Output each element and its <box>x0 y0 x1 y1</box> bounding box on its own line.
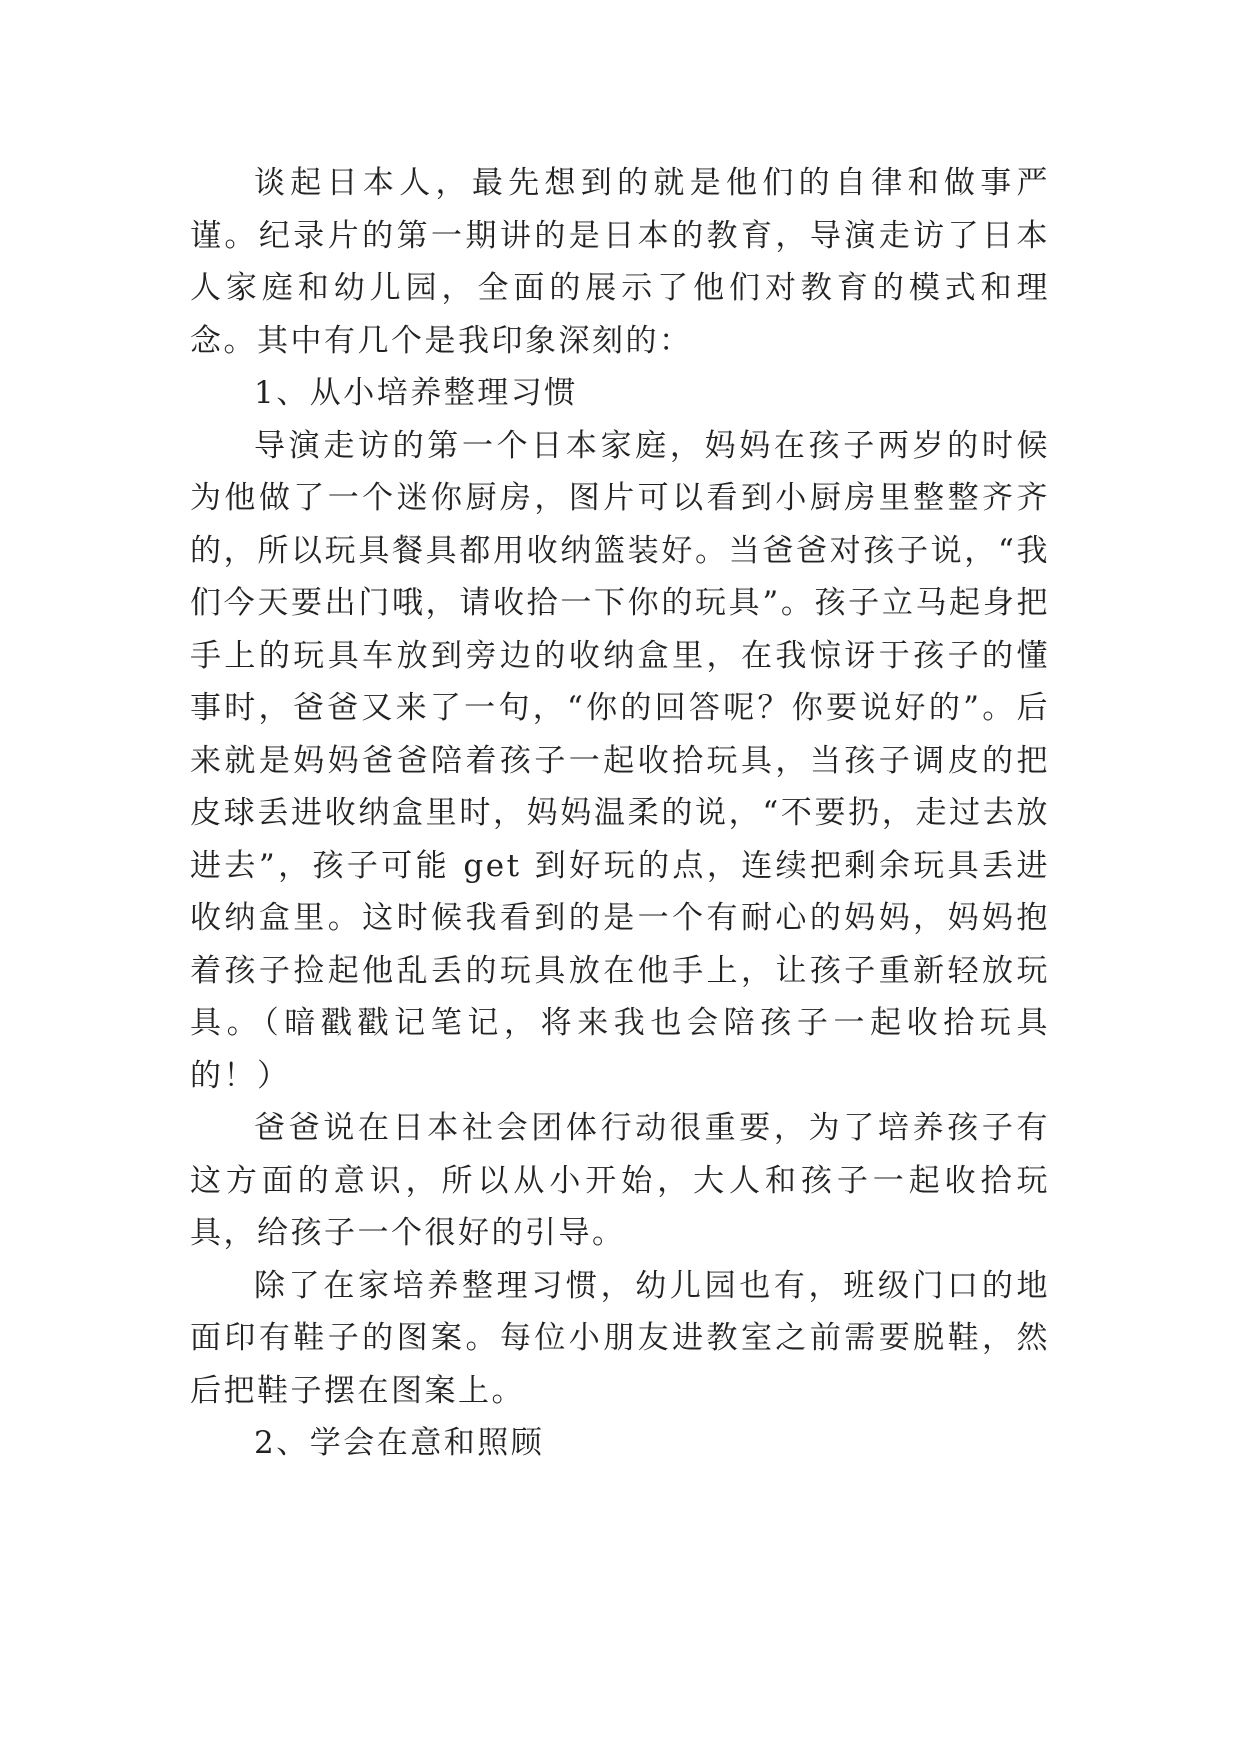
paragraph-intro: 谈起日本人，最先想到的就是他们的自律和做事严谨。纪录片的第一期讲的是日本的教育，导演走访了日本人家庭和幼儿园，全面的展示了他们对教育的模式和理念。其中有几个是我印象深刻的： <box>190 165 1050 359</box>
heading-organizing-habits: 1、从小培养整理习惯 <box>254 375 578 411</box>
heading-care-and-attention: 2、学会在意和照顾 <box>254 1425 545 1461</box>
document-body <box>190 157 1050 1470</box>
paragraph-family-visit: 导演走访的第一个日本家庭，妈妈在孩子两岁的时候为他做了一个迷你厨房，图片可以看到小厨房里整整齐齐的，所以玩具餐具都用收纳篮装好。当爸爸对孩子说，“我们今天要出门哦，请收拾一下你的玩具”。孩子立马起身把手上的玩具车放到旁边的收纳盒里，在我惊讶于孩子的懂事时，爸爸又来了一句，“你的回答呢？你要说好的”。后来就是妈妈爸爸陪着孩子一起收拾玩具，当孩子调皮的把皮球丢进收纳盒里时，妈妈温柔的说，“不要扔，走过去放进去”，孩子可能 get 到好玩的点，连续把剩余玩具丢进收纳盒里。这时候我看到的是一个有耐心的妈妈，妈妈抱着孩子捡起他乱丢的玩具放在他手上，让孩子重新轻放玩具。（暗戳戳记笔记，将来我也会陪孩子一起收拾玩具的！） <box>190 427 1050 1094</box>
paragraph-group-action: 爸爸说在日本社会团体行动很重要，为了培养孩子有这方面的意识，所以从小开始，大人和孩子一起收拾玩具，给孩子一个很好的引导。 <box>190 1110 1050 1251</box>
paragraph-kindergarten: 除了在家培养整理习惯，幼儿园也有，班级门口的地面印有鞋子的图案。每位小朋友进教室之前需要脱鞋，然后把鞋子摆在图案上。 <box>190 1267 1050 1409</box>
